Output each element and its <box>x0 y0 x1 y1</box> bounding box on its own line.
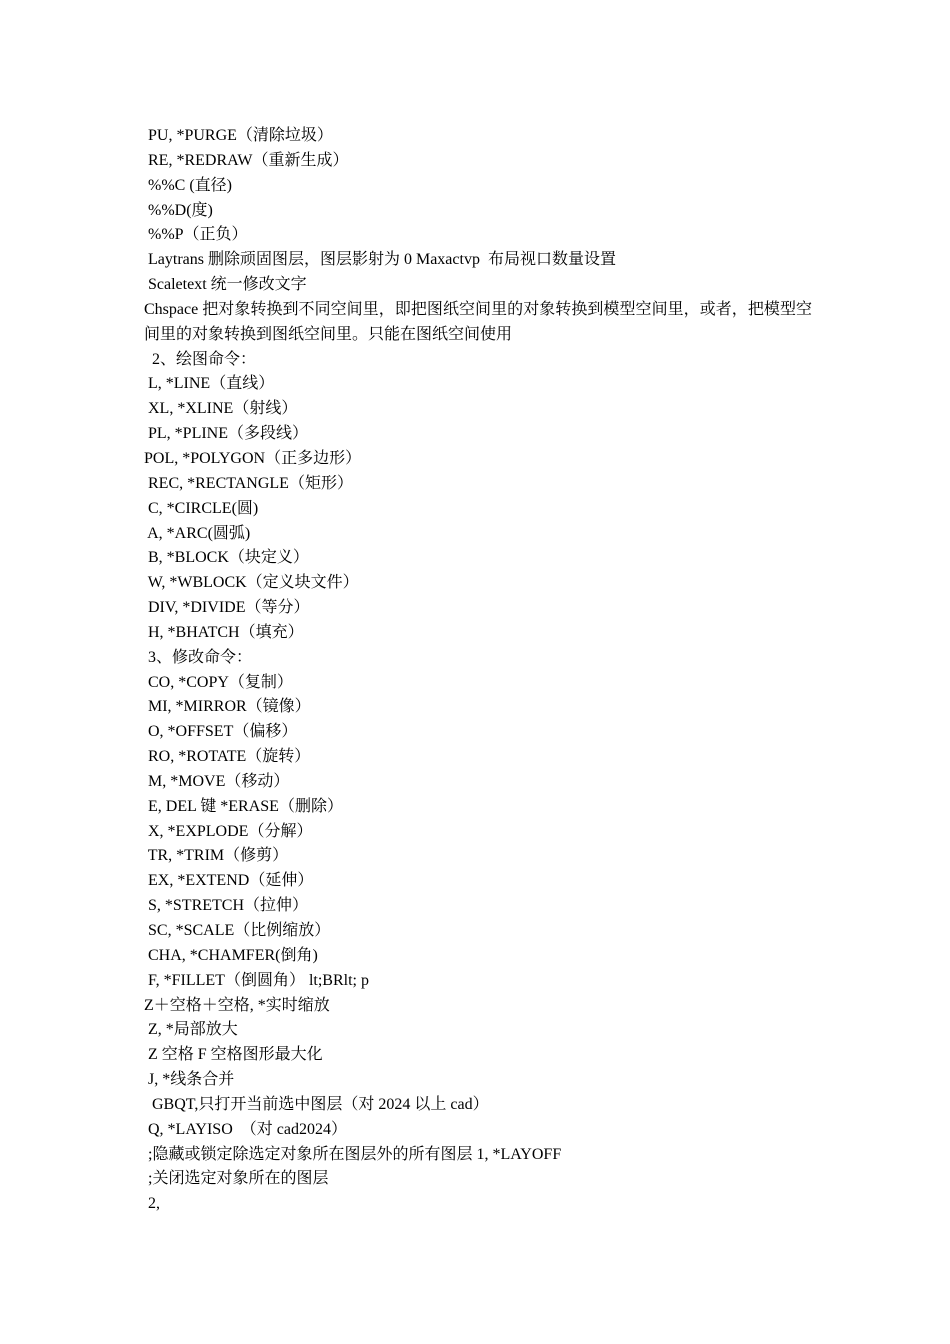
text-paragraph: Chspace 把对象转换到不同空间里，即把图纸空间里的对象转换到模型空间里，或者，把模型空间里的对象转换到图纸空间里。只能在图纸空间使用 <box>144 300 812 343</box>
text-line: Laytrans 删除顽固图层，图层影射为 0 Maxactvp 布局视口数量设置 <box>144 251 616 269</box>
text-line: O, *OFFSET（偏移） <box>144 723 298 741</box>
text-line: Scaletext 统一修改文字 <box>144 276 307 294</box>
text-line: A, *ARC(圆弧) <box>144 524 251 542</box>
text-line: Q, *LAYISO （对 cad2024） <box>144 1120 347 1138</box>
text-line: W, *WBLOCK（定义块文件） <box>144 574 359 592</box>
text-line: GBQT,只打开当前选中图层（对 2024 以上 cad） <box>144 1095 489 1113</box>
text-line: X, *EXPLODE（分解） <box>144 822 313 840</box>
section-heading: 3、修改命令： <box>144 648 253 666</box>
text-line: POL, *POLYGON（正多边形） <box>144 449 362 467</box>
text-line: Z＋空格＋空格, *实时缩放 <box>144 996 330 1014</box>
text-line: EX, *EXTEND（延伸） <box>144 872 314 890</box>
text-line: J, *线条合并 <box>144 1071 235 1089</box>
text-line: %%P（正负） <box>144 226 248 244</box>
text-line: REC, *RECTANGLE（矩形） <box>144 474 353 492</box>
text-line: S, *STRETCH（拉伸） <box>144 897 309 915</box>
text-line: 2, <box>144 1195 160 1213</box>
text-line: CHA, *CHAMFER(倒角) <box>144 946 318 964</box>
text-line: %%D(度) <box>144 201 213 219</box>
text-line: XL, *XLINE（射线） <box>144 400 298 418</box>
text-line: H, *BHATCH（填充） <box>144 623 304 641</box>
text-line: ;关闭选定对象所在的图层 <box>144 1170 329 1188</box>
text-line: PL, *PLINE（多段线） <box>144 425 309 443</box>
text-line: C, *CIRCLE(圆) <box>144 499 259 517</box>
text-line: PU, *PURGE（清除垃圾） <box>144 127 333 144</box>
text-line: TR, *TRIM（修剪） <box>144 847 289 865</box>
text-line: M, *MOVE（移动） <box>144 772 290 790</box>
text-line: Z, *局部放大 <box>144 1021 238 1039</box>
text-line: E, DEL 键 *ERASE（删除） <box>144 797 343 815</box>
text-line: RE, *REDRAW（重新生成） <box>144 151 349 169</box>
text-line: DIV, *DIVIDE（等分） <box>144 599 310 617</box>
text-line: F, *FILLET（倒圆角） lt;BRlt; p <box>144 971 369 989</box>
section-heading: 2、绘图命令： <box>144 350 257 368</box>
document-body <box>144 124 812 1217</box>
text-line: SC, *SCALE（比例缩放） <box>144 922 331 939</box>
text-line: MI, *MIRROR（镜像） <box>144 698 311 716</box>
text-line: %%C (直径) <box>144 176 232 194</box>
text-line: Z 空格 F 空格图形最大化 <box>144 1046 323 1064</box>
text-line: L, *LINE（直线） <box>144 375 275 393</box>
text-line: B, *BLOCK（块定义） <box>144 549 309 567</box>
text-line: ;隐藏或锁定除选定对象所在图层外的所有图层 1, *LAYOFF <box>144 1145 562 1163</box>
text-line: CO, *COPY（复制） <box>144 673 293 691</box>
text-line: RO, *ROTATE（旋转） <box>144 748 311 766</box>
